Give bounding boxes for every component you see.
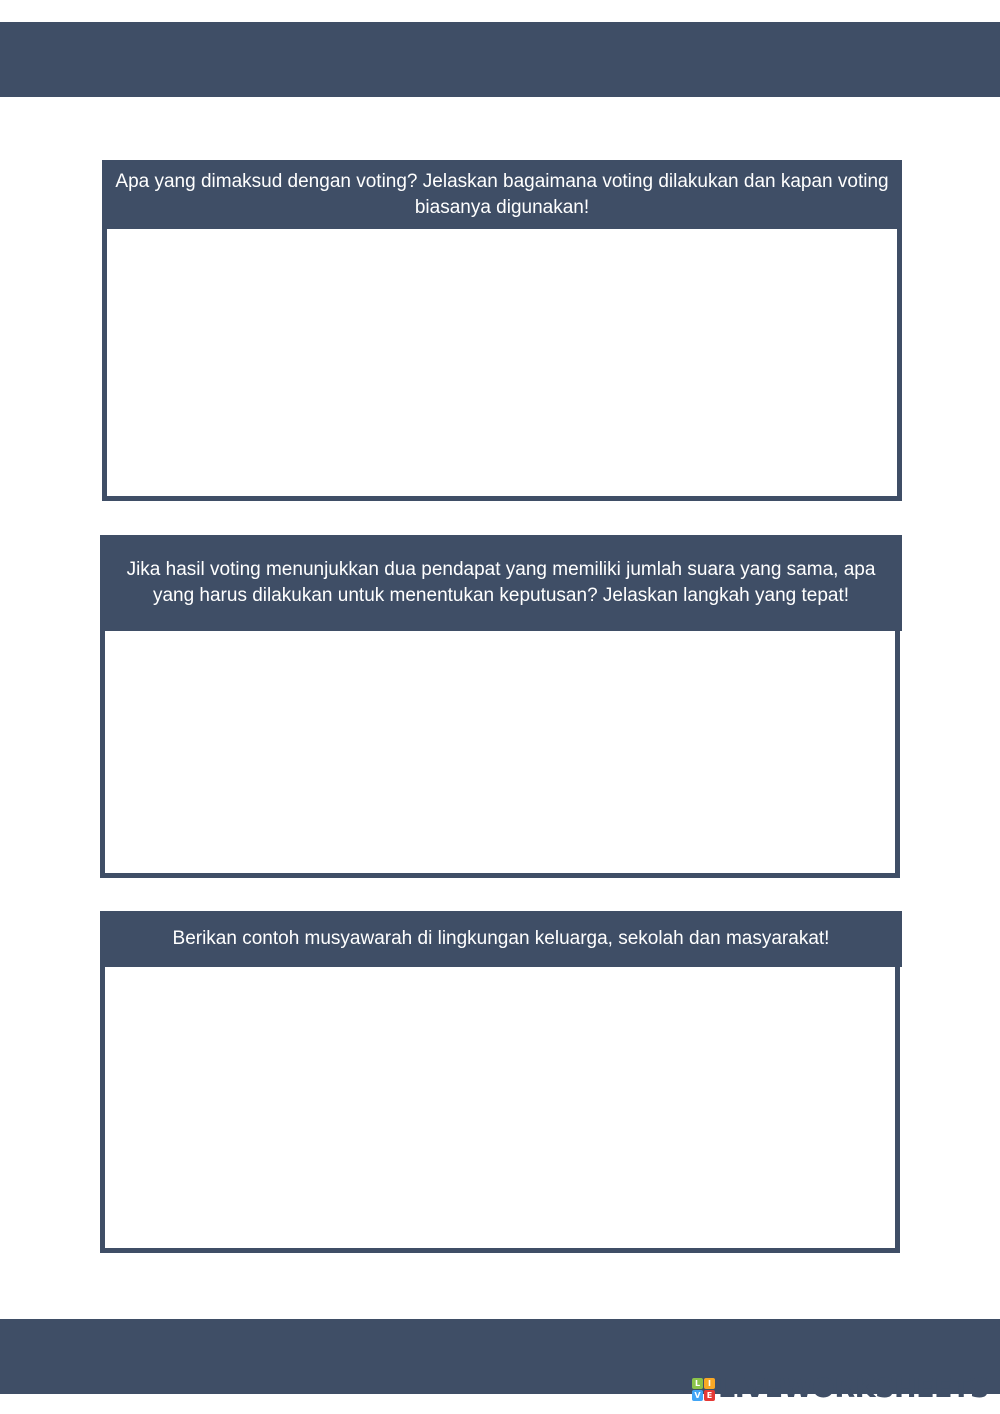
question-card-1 <box>102 160 902 501</box>
question-2-prompt: Jika hasil voting menunjukkan dua pendapat yang memiliki jumlah suara yang sama, apa yang harus dilakukan untuk menentukan keputusan? Jelaskan langkah yang tepat! <box>100 535 902 631</box>
logo-letter-e: E <box>704 1390 715 1401</box>
logo-letter-i: I <box>704 1378 715 1389</box>
question-card-3 <box>100 911 902 1253</box>
liveworksheets-logo-icon <box>692 1378 715 1401</box>
liveworksheets-brand <box>692 1374 989 1404</box>
answer-box-2 <box>100 631 900 878</box>
answer-input-1[interactable] <box>107 229 897 496</box>
brand-name: LIVEWORKSHEETS <box>718 1373 989 1404</box>
question-1-prompt: Apa yang dimaksud dengan voting? Jelaskan bagaimana voting dilakukan dan kapan voting biasanya digunakan! <box>102 160 902 229</box>
answer-box-3 <box>100 967 900 1253</box>
header-band <box>0 22 1000 97</box>
answer-input-3[interactable] <box>105 967 895 1248</box>
question-card-2 <box>100 535 902 878</box>
question-3-prompt: Berikan contoh musyawarah di lingkungan keluarga, sekolah dan masyarakat! <box>100 911 902 967</box>
logo-letter-l: L <box>692 1378 703 1389</box>
answer-box-1 <box>102 229 902 501</box>
answer-input-2[interactable] <box>105 631 895 873</box>
logo-letter-v: V <box>692 1390 703 1401</box>
